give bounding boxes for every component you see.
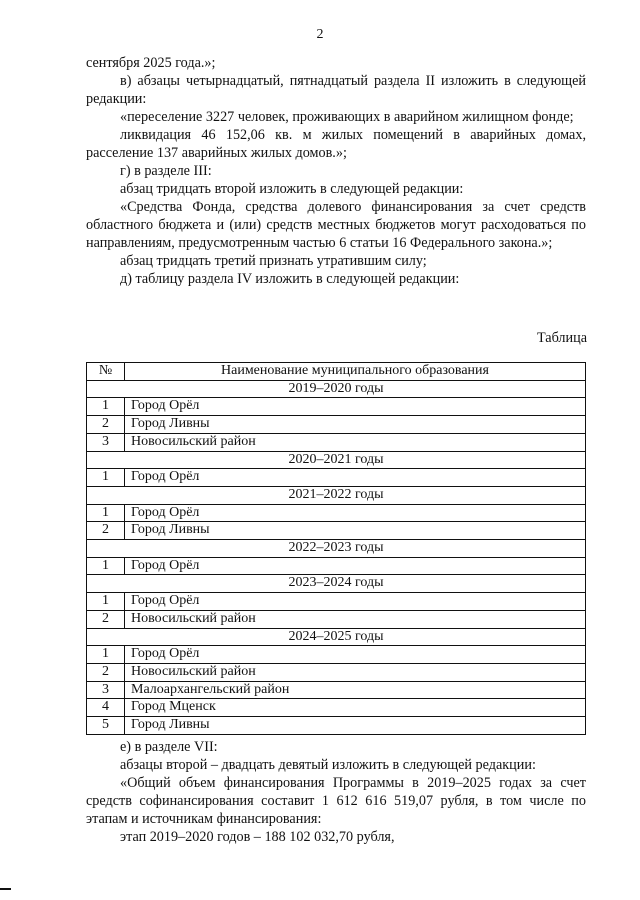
table-row bbox=[87, 593, 586, 611]
municipality-name: Новосильский район bbox=[125, 610, 586, 628]
table-row bbox=[87, 717, 586, 735]
row-number: 2 bbox=[87, 610, 125, 628]
row-number: 1 bbox=[87, 593, 125, 611]
table-row bbox=[87, 646, 586, 664]
municipality-name: Город Орёл bbox=[125, 504, 586, 522]
paragraph: абзацы второй – двадцать девятый изложить в следующей редакции: bbox=[120, 757, 536, 773]
period-label: 2022–2023 годы bbox=[87, 540, 586, 558]
municipality-name: Новосильский район bbox=[125, 433, 586, 451]
period-row bbox=[87, 451, 586, 469]
table-row bbox=[87, 663, 586, 681]
paragraph: «переселение 3227 человек, проживающих в аварийном жилищном фонде; bbox=[120, 109, 574, 125]
paragraph: «Средства Фонда, средства долевого финансирования за счет средств областного бюджета и (или) средств местных бюджетов могут расходоваться по направлениям, предусмотренным частью 6 статьи 16 Федерального закона.»; bbox=[86, 199, 586, 251]
municipality-name: Город Орёл bbox=[125, 557, 586, 575]
table-row bbox=[87, 433, 586, 451]
row-number: 3 bbox=[87, 433, 125, 451]
row-number: 5 bbox=[87, 717, 125, 735]
period-label: 2020–2021 годы bbox=[87, 451, 586, 469]
municipality-name: Город Ливны bbox=[125, 522, 586, 540]
paragraph: д) таблицу раздела IV изложить в следующей редакции: bbox=[120, 271, 460, 287]
table-row bbox=[87, 522, 586, 540]
table-row bbox=[87, 557, 586, 575]
table-row bbox=[87, 699, 586, 717]
municipality-name: Город Ливны bbox=[125, 717, 586, 735]
period-row bbox=[87, 540, 586, 558]
table-row bbox=[87, 681, 586, 699]
row-number: 2 bbox=[87, 416, 125, 434]
table-row bbox=[87, 398, 586, 416]
paragraph: этап 2019–2020 годов – 188 102 032,70 рубля, bbox=[120, 829, 395, 845]
scan-edge-mark bbox=[0, 888, 11, 890]
municipality-name: Город Орёл bbox=[125, 398, 586, 416]
paragraph: абзац тридцать второй изложить в следующей редакции: bbox=[120, 181, 464, 197]
municipality-name: Город Мценск bbox=[125, 699, 586, 717]
municipality-name: Новосильский район bbox=[125, 663, 586, 681]
period-label: 2021–2022 годы bbox=[87, 486, 586, 504]
row-number: 1 bbox=[87, 646, 125, 664]
row-number: 1 bbox=[87, 504, 125, 522]
municipality-name: Город Орёл bbox=[125, 593, 586, 611]
municipality-table bbox=[86, 362, 586, 735]
row-number: 4 bbox=[87, 699, 125, 717]
period-row bbox=[87, 628, 586, 646]
paragraph: абзац тридцать третий признать утратившим силу; bbox=[120, 253, 427, 269]
row-number: 1 bbox=[87, 469, 125, 487]
paragraph: «Общий объем финансирования Программы в 2019–2025 годах за счет средств софинансирования составит 1 612 616 519,07 рубля, в том числе по этапам и источникам финансирования: bbox=[86, 775, 586, 827]
table-row bbox=[87, 610, 586, 628]
table-header-row bbox=[87, 363, 586, 381]
continuation-text bbox=[86, 738, 586, 846]
period-row bbox=[87, 486, 586, 504]
row-number: 1 bbox=[87, 557, 125, 575]
table-body bbox=[87, 380, 586, 734]
period-label: 2019–2020 годы bbox=[87, 380, 586, 398]
amendment-text bbox=[86, 54, 586, 288]
page-number: 2 bbox=[316, 27, 324, 42]
paragraph: в) абзацы четырнадцатый, пятнадцатый раздела II изложить в следующей редакции: bbox=[86, 73, 586, 107]
period-row bbox=[87, 380, 586, 398]
table-row bbox=[87, 504, 586, 522]
municipality-name: Малоархангельский район bbox=[125, 681, 586, 699]
header-number: № bbox=[87, 363, 125, 381]
table-row bbox=[87, 469, 586, 487]
row-number: 3 bbox=[87, 681, 125, 699]
period-row bbox=[87, 575, 586, 593]
paragraph: сентября 2025 года.»; bbox=[86, 55, 216, 71]
paragraph: ликвидация 46 152,06 кв. м жилых помещений в аварийных домах, расселение 137 аварийных жилых домов.»; bbox=[86, 127, 586, 161]
table-row bbox=[87, 416, 586, 434]
period-label: 2023–2024 годы bbox=[87, 575, 586, 593]
paragraph: е) в разделе VII: bbox=[120, 739, 218, 755]
municipality-name: Город Орёл bbox=[125, 469, 586, 487]
row-number: 2 bbox=[87, 522, 125, 540]
table-caption: Таблица bbox=[536, 330, 587, 346]
municipality-name: Город Ливны bbox=[125, 416, 586, 434]
header-name: Наименование муниципального образования bbox=[125, 363, 586, 381]
row-number: 1 bbox=[87, 398, 125, 416]
paragraph: г) в разделе III: bbox=[120, 163, 212, 179]
period-label: 2024–2025 годы bbox=[87, 628, 586, 646]
row-number: 2 bbox=[87, 663, 125, 681]
municipality-name: Город Орёл bbox=[125, 646, 586, 664]
